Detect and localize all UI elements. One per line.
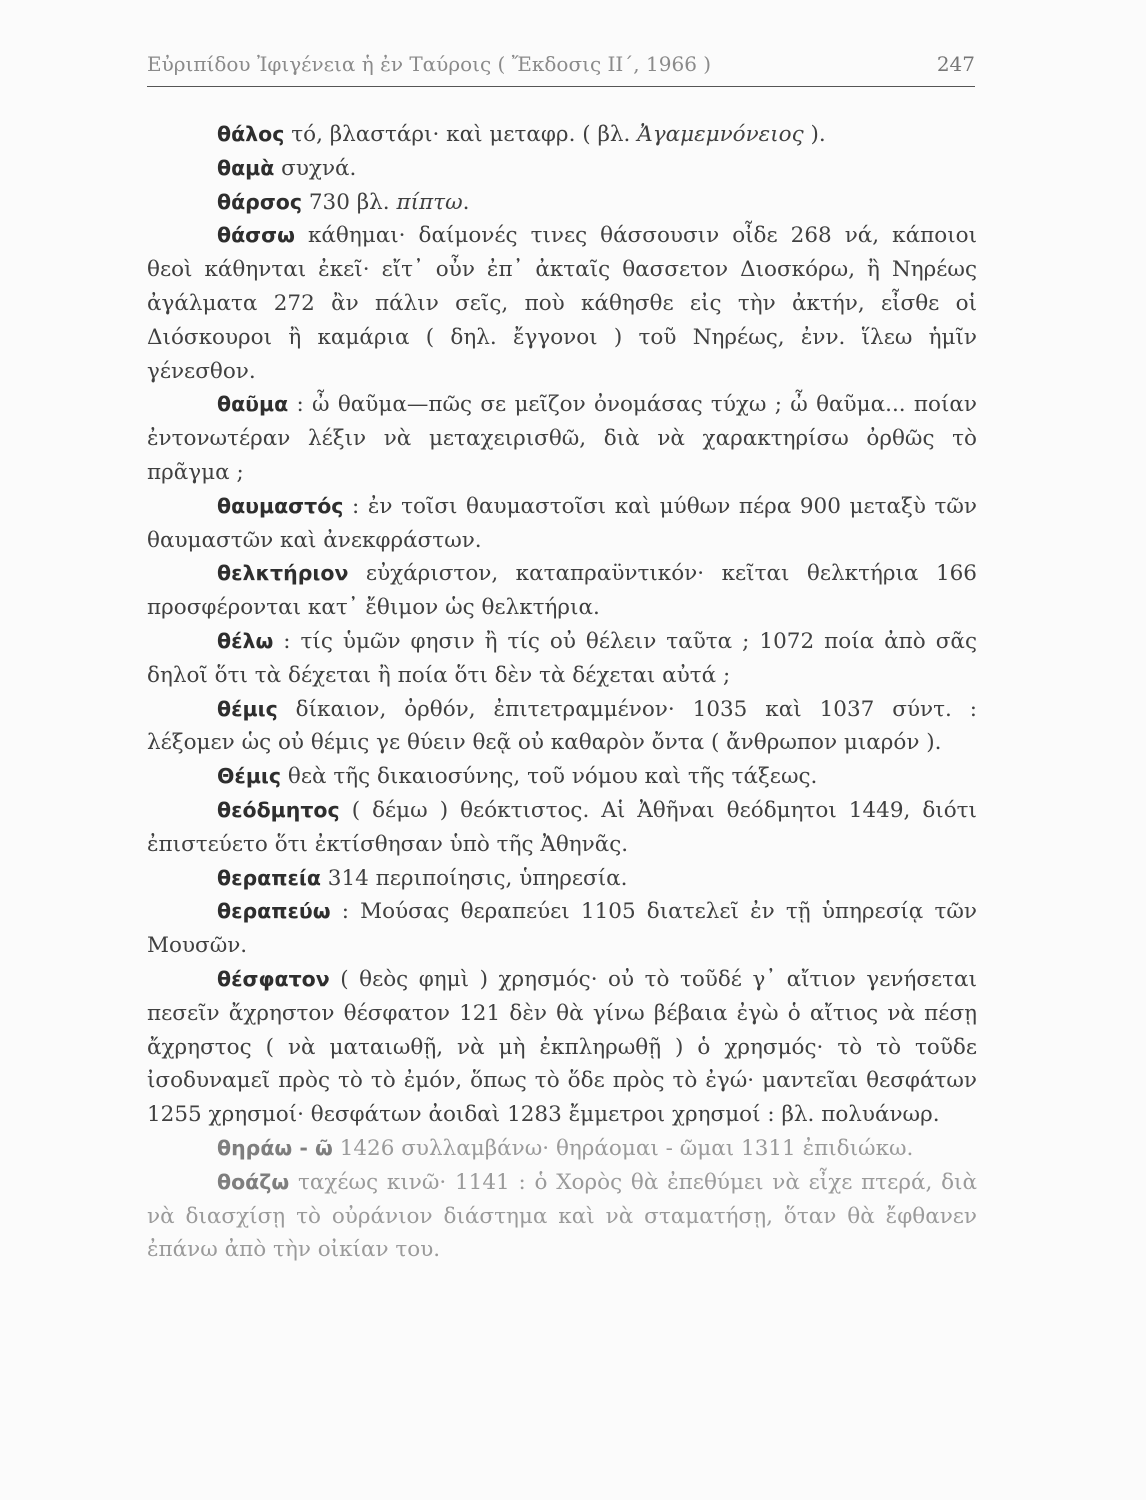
entry-therapeia: θεραπεία 314 περιποίησις, ὑπηρεσία. <box>217 865 628 891</box>
lemma: θαμὰ <box>217 155 275 180</box>
entry-themis-goddess: Θέμις θεὰ τῆς δικαιοσύνης, τοῦ νόμου καὶ τῆς τάξεως. <box>217 764 818 790</box>
lemma: θαῦμα <box>217 392 289 417</box>
lemma: θάσσω <box>217 223 295 248</box>
lemma: θοάζω <box>217 1169 290 1194</box>
lemma: θηράω - ῶ <box>217 1135 333 1160</box>
entry-therao: θηράω - ῶ 1426 συλλαμβάνω· θηράομαι - ῶμαι 1311 ἐπιδιώκω. <box>217 1135 914 1161</box>
page-number: 247 <box>936 52 975 76</box>
entry-thaumastos: θαυμαστός : ἐν τοῖσι θαυμαστοῖσι καὶ μύθων πέρα 900 μεταξὺ τῶν θαυμαστῶν καὶ ἀνεκφράστων. <box>147 493 977 553</box>
lemma: θάλος <box>217 122 285 146</box>
entry-tharsos: θάρσος 730 βλ. πίπτω. <box>217 189 470 215</box>
lemma: θάρσος <box>217 189 303 214</box>
lemma: θεραπεύω <box>217 899 331 924</box>
lemma: θεραπεία <box>217 865 321 890</box>
entry-thauma: θαῦμα : ὦ θαῦμα—πῶς σε μεῖζον ὀνομάσας τύχω ; ὦ θαῦμα... ποίαν ἐντονωτέραν λέξιν νὰ μεταχειρισθῶ, διὰ νὰ χαρακτηρίσω ὀρθῶς τὸ πρᾶγμα ; <box>147 392 977 485</box>
entry-therapeuo: θεραπεύω : Μούσας θεραπεύει 1105 διατελεῖ ἐν τῇ ὑπηρεσίᾳ τῶν Μουσῶν. <box>147 899 977 959</box>
lemma: θαυμαστός <box>217 493 344 518</box>
entry-theodmetos: θεόδμητος ( δέμω ) θεόκτιστος. Αἱ Ἀθῆναι θεόδμητοι 1449, διότι ἐπιστεύετο ὅτι ἐκτίσθησαν ὑπὸ τῆς Ἀθηνᾶς. <box>147 797 977 857</box>
lemma: θέλω <box>217 628 274 653</box>
entry-thelo: θέλω : τίς ὑμῶν φησιν ἢ τίς οὐ θέλειν ταῦτα ; 1072 ποία ἀπὸ σᾶς δηλοῖ ὅτι τὰ δέχεται ἢ ποία ὅτι δὲν τὰ δέχεται αὐτά ; <box>147 628 977 688</box>
lemma: Θέμις <box>217 764 282 789</box>
entry-thama: θαμὰ συχνά. <box>217 155 357 181</box>
entry-thesphaton: θέσφατον ( θεὸς φημὶ ) χρησμός· οὐ τὸ τοῦδέ γ᾽ αἴτιον γενήσεται πεσεῖν ἄχρηστον θέσφατον 121 δὲν θὰ γίνω βέβαια ἐγὼ ὁ αἴτιος νὰ πέσῃ ἄχρηστος ( νὰ ματαιωθῇ, νὰ μὴ ἐκπληρωθῇ ) ὁ χρησμός· τὸ τὸ τοῦδε ἰσοδυναμεῖ πρὸς τὸ τὸ ἐμόν, ὅπως τὸ ὅδε πρὸς τὸ ἐγώ· μαντεῖαι θεσφάτων 1255 χρησμοί· θεσφάτων ἀοιδαὶ 1283 ἔμμετροι χρησμοί : βλ. πολυάνωρ. <box>147 966 977 1128</box>
running-title: Εὐριπίδου Ἰφιγένεια ἡ ἐν Ταύροις ( Ἔκδοσις ΙΙ΄, 1966 ) <box>147 52 712 76</box>
lemma: θεόδμητος <box>217 797 340 822</box>
lemma: θελκτήριον <box>217 561 349 586</box>
lemma: θέμις <box>217 696 278 721</box>
entry-thelkterion: θελκτήριον εὐχάριστον, καταπραϋντικόν· κεῖται θελκτήρια 166 προσφέρονται κατ᾽ ἔθιμον ὡς θελκτήρια. <box>147 561 977 621</box>
lemma: θέσφατον <box>217 966 330 991</box>
entry-thalos: θάλος τό, βλαστάρι· καὶ μεταφρ. ( βλ. Ἀγαμεμνόνειος ). <box>217 122 826 147</box>
entry-thasso: θάσσω κάθημαι· δαίμονές τινες θάσσουσιν οἶδε 268 νά, κάποιοι θεοὶ κάθηνται ἐκεῖ· εἴτ᾽ οὖν ἐπ᾽ ἀκταῖς θασσετον Διοσκόρω, ἢ Νηρέως ἀγάλματα 272 ἂν πάλιν σεῖς, ποὺ κάθησθε εἰς τὴν ἀκτήν, εἶσθε οἱ Διόσκουροι ἢ καμάρια ( δηλ. ἔγγονοι ) τοῦ Νηρέως, ἐνν. ἵλεω ἡμῖν γένεσθον. <box>147 223 977 384</box>
running-header <box>147 48 975 87</box>
entry-themis: θέμις δίκαιον, ὀρθόν, ἐπιτετραμμένον· 1035 καὶ 1037 σύντ. : λέξομεν ὡς οὐ θέμις γε θύειν θεᾷ οὐ καθαρὸν ὄντα ( ἄνθρωπον μιαρόν ). <box>147 696 977 756</box>
entry-thoazo: θοάζω ταχέως κινῶ· 1141 : ὁ Χορὸς θὰ ἐπεθύμει νὰ εἶχε πτερά, διὰ νὰ διασχίσῃ τὸ οὐράνιον διάστημα καὶ νὰ σταματήσῃ, ὅταν θὰ ἔφθανεν ἐπάνω ἀπὸ τὴν οἰκίαν του. <box>147 1169 977 1263</box>
lexicon-body <box>147 118 977 1267</box>
